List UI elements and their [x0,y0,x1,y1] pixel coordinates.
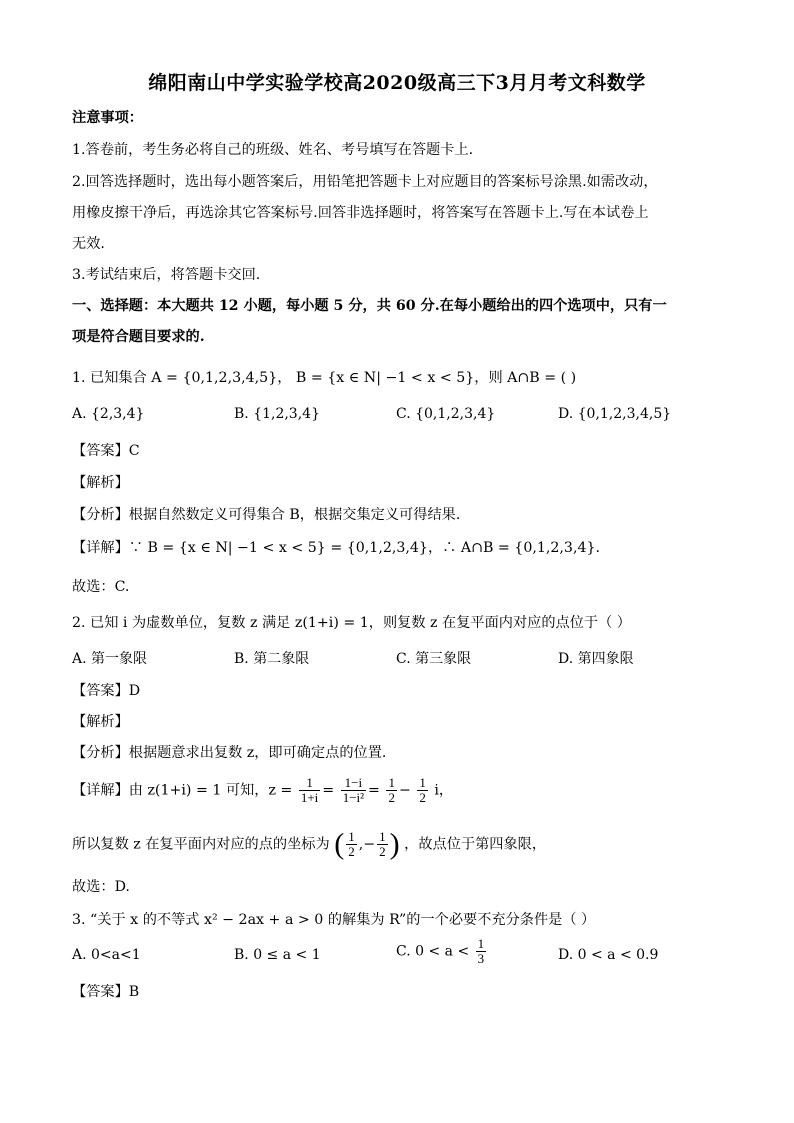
notice-item-2-line2: 用橡皮擦干净后，再选涂其它答案标号.回答非选择题时，将答案写在答题卡上.写在本试卷上 [72,205,649,221]
q1-analysis-tag: 【解析】 [72,475,129,491]
notice-heading: 注意事项： [72,110,143,126]
q1-stem: 1. 已知集合 A = {0,1,2,3,4,5}， B = {x ∈ N| −1 < x < 5}，则 A∩B = ( ) [72,370,577,386]
q1-option-a: A. {2,3,4} [72,406,145,422]
q2-xiangjie-end: i， [434,782,454,799]
q2-fenxi: 【分析】根据题意求出复数 z，即可确定点的位置. [72,745,387,761]
q2-coord-fraction-1: $\frac{1}{2}$ [348,829,355,859]
q2-fraction-1: $\frac{1}{1+i}$ [300,775,319,805]
q2-option-a: A. 第一象限 [72,651,148,667]
q1-xiangjie: 【详解】∵ B = {x ∈ N| −1 < x < 5} = {0,1,2,3,4}，∴ A∩B = {0,1,2,3,4}. [72,540,601,556]
q3-option-c-fraction: $\frac{1}{3}$ [477,936,485,966]
q2-coord-post: ，故点位于第四象限， [404,836,547,853]
q2-fraction-3: $\frac{1}{2}$ [388,775,395,805]
q2-fraction-2: $\frac{1-i}{\text{1−i²}}$ [342,775,365,805]
q2-coord-fraction-2: $\frac{1}{2}$ [379,829,386,859]
q2-stem: 2. 已知 i 为虚数单位，复数 z 满足 z(1+i) = 1，则复数 z 在复平面内对应的点位于（ ） [72,615,631,631]
q1-fenxi: 【分析】根据自然数定义可得集合 B，根据交集定义可得结果. [72,507,461,523]
q1-conclusion: 故选：C. [72,579,130,595]
notice-item-3: 3.考试结束后，将答题卡交回. [72,267,261,283]
q2-option-b: B. 第二象限 [234,651,310,667]
section-heading-line1: 一、选择题：本大题共 12 小题，每小题 5 分，共 60 分.在每小题给出的四个选项中，只有一 [72,298,667,314]
notice-item-2-line3: 无效. [72,236,105,252]
q2-coord-pre: 所以复数 z 在复平面内对应的点的坐标为 [72,836,330,853]
q2-coordinate-line: 所以复数 z 在复平面内对应的点的坐标为 ( $\frac{1}{2}$ ,− $\frac{1}{2}$ ) ，故点位于第四象限， [72,827,547,861]
q1-answer: 【答案】C [72,443,140,459]
q3-option-a: A. 0<a<1 [72,947,141,963]
notice-item-1: 1.答卷前，考生务必将自己的班级、姓名、考号填写在答题卡上. [72,142,474,158]
q1-option-d: D. {0,1,2,3,4,5} [558,406,672,422]
q1-option-c: C. {0,1,2,3,4} [396,406,496,422]
section-heading-line2: 项是符合题目要求的. [72,329,205,345]
page-title: 绵阳南山中学实验学校高2020级高三下3月月考文科数学 [148,72,646,94]
q2-option-c: C. 第三象限 [396,651,472,667]
q2-fraction-4: $\frac{1}{2}$ [419,775,426,805]
q3-option-d: D. 0 < a < 0.9 [558,947,659,963]
q2-xiangjie-text: 【详解】由 z(1+i) = 1 可知，z = [72,782,293,799]
q2-answer: 【答案】D [72,683,141,699]
q3-stem: 3. “关于 x 的不等式 x² − 2ax + a > 0 的解集为 R”的一个必要不充分条件是（ ） [72,912,596,928]
notice-item-2-line1: 2.回答选择题时，选出每小题答案后，用铅笔把答题卡上对应题目的答案标号涂黑.如需改动， [72,174,658,190]
q2-analysis-tag: 【解析】 [72,714,129,730]
q3-option-b: B. 0 ≤ a < 1 [234,947,321,963]
q2-option-d: D. 第四象限 [558,651,634,667]
q3-answer: 【答案】B [72,984,140,1000]
q1-option-b: B. {1,2,3,4} [234,406,320,422]
q3-option-c: C. 0 < a < $\frac{1}{3}$ [396,936,485,966]
q2-conclusion: 故选：D. [72,879,130,895]
q2-xiangjie: 【详解】由 z(1+i) = 1 可知，z = $\frac{1}{1+i}$ = $\frac{1-i}{\text{1−i²}}$ = $\frac{1}{2}$ − $\frac{1}{2}$ i， [72,775,454,805]
